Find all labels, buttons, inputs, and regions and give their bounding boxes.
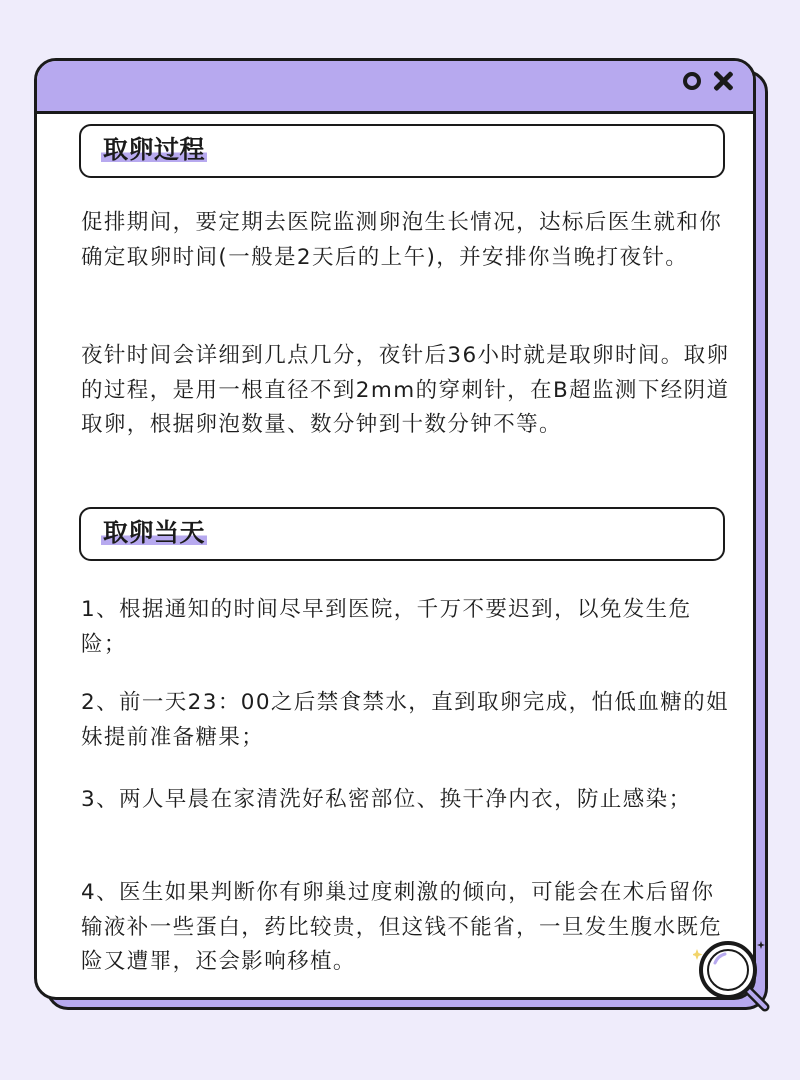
window-controls [683,69,735,93]
paragraph: 促排期间，要定期去医院监测卵泡生长情况，达标后医生就和你确定取卵时间(一般是2天后的上午)，并安排你当晚打夜针。 [81,210,723,270]
circle-icon[interactable] [683,72,701,90]
window-card [34,58,756,1000]
list-item: 1、根据通知的时间尽早到医院，千万不要迟到，以免发生危险； [81,597,692,657]
paragraph: 夜针时间会详细到几点几分，夜针后36小时就是取卵时间。取卵的过程，是用一根直径不到2mm的穿刺针，在B超监测下经阴道取卵，根据卵泡数量、数分钟到十数分钟不等。 [81,343,730,437]
section-heading-box [79,124,725,178]
list-item: 4、医生如果判断你有卵巢过度刺激的倾向，可能会在术后留你输液补一些蛋白，药比较贵，但这钱不能省，一旦发生腹水既危险又遭罪，还会影响移植。 [81,880,723,974]
section-heading: 取卵过程 [103,135,206,164]
section-heading-box [79,507,725,561]
section-heading: 取卵当天 [103,518,206,547]
close-icon[interactable] [711,69,735,93]
title-bar [37,61,753,114]
magnifier-icon [693,935,773,1015]
list-item: 3、两人早晨在家清洗好私密部位、换干净内衣，防止感染； [81,787,692,812]
list-item: 2、前一天23：00之后禁食禁水，直到取卵完成，怕低血糖的姐妹提前准备糖果； [81,690,729,750]
